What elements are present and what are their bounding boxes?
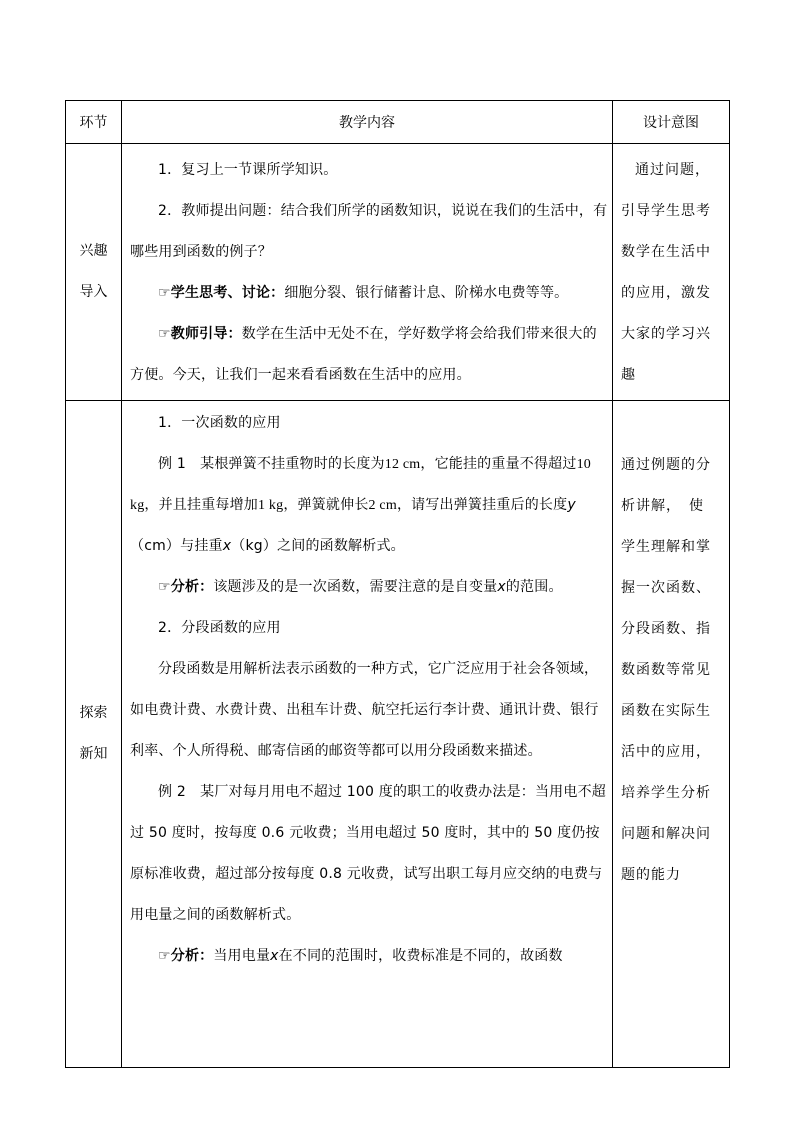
content-paragraph: 2．分段函数的应用 (158, 620, 281, 636)
intent-line: 题的能力 (621, 867, 681, 883)
section-label-line: 兴趣 (79, 243, 108, 259)
content-paragraph (130, 273, 608, 314)
content-text: ，它能挂的重量不得超过 (420, 456, 577, 472)
content-text: （kg）之间的函数解析式。 (231, 538, 405, 554)
intent-line: 通过问题， (635, 162, 710, 178)
section-label-line: 导入 (79, 284, 108, 300)
measure-value: 12 cm (384, 457, 421, 472)
measure-value: 1 kg (258, 498, 284, 513)
intent-line: 大家的学习兴 (621, 326, 711, 342)
table-row (66, 401, 730, 1068)
content-paragraph: 1．一次函数的应用 (158, 415, 281, 431)
discussion-marker: ☞学生思考、讨论： (158, 285, 285, 301)
content-paragraph: 1．复习上一节课所学知识。 (158, 162, 338, 178)
intent-line: 析讲解， 使 (621, 498, 704, 514)
content-text: 数学在生活中无处不在，学好数学将会给我们带来很大的方便。今天，让我们一起来看看函数在生活中的应用。 (130, 326, 597, 383)
intent-line: 问题和解决问 (621, 826, 711, 842)
analysis-marker: ☞分析： (158, 948, 214, 964)
intent-line: 分段函数、指 (621, 621, 711, 637)
section-cell (66, 401, 122, 1068)
intent-line: 趣 (621, 367, 636, 383)
intent-line: 学生理解和掌 (621, 539, 711, 555)
analysis-paragraph (130, 936, 608, 977)
intent-line: 活中的应用， (621, 744, 711, 760)
intent-cell (613, 401, 730, 1068)
content-text: 的范围。 (505, 579, 563, 595)
intent-line: 培养学生分析 (621, 785, 711, 801)
variable-x: x (222, 538, 232, 554)
content-paragraph (130, 314, 608, 396)
intent-line: 握一次函数、 (621, 580, 711, 596)
analysis-marker: ☞分析： (158, 579, 214, 595)
measure-value: 2 cm (368, 498, 397, 513)
content-text: 该题涉及的是一次函数，需要注意的是自变量 (213, 579, 498, 595)
section-label-line: 探索 (79, 705, 108, 721)
content-text: ，请写出弹簧挂重后的长度 (396, 497, 568, 513)
content-text: ，弹簧就伸长 (283, 497, 369, 513)
content-text: ，并且挂重每增加 (144, 497, 259, 513)
content-text: 细胞分裂、银行储蓄计息、阶梯水电费等等。 (284, 285, 569, 301)
content-text: 在不同的范围时，收费标准是不同的，故函数 (278, 948, 563, 964)
lesson-plan-table (65, 100, 730, 1068)
content-paragraph: 2．教师提出问题：结合我们所学的函数知识，说说在我们的生活中，有哪些用到函数的例子？ (130, 203, 608, 260)
variable-x: x (270, 948, 279, 964)
header-stage: 环节 (66, 101, 122, 144)
example-1-paragraph (130, 444, 608, 567)
variable-y: y (567, 497, 576, 513)
content-text: （cm）与挂重 (130, 538, 223, 554)
header-content: 教学内容 (122, 101, 613, 144)
measure-value: 10 kg (130, 457, 591, 513)
table-row (66, 144, 730, 401)
intent-line: 的应用，激发 (621, 285, 711, 301)
section-cell (66, 144, 122, 401)
intent-line: 函数在实际生 (621, 703, 711, 719)
intent-line: 数函数等常见 (621, 662, 711, 678)
variable-x: x (497, 579, 506, 595)
example-2-paragraph: 例 2 某厂对每月用电不超过 100 度的职工的收费办法是：当用电不超过 50 度时，按每度 0.6 元收费；当用电超过 50 度时，其中的 50 度仍按原标准收费，超过部分按每度 0.8 元收费，试写出职工每月应交纳的电费与用电量之间的函数解析式。 (130, 784, 606, 923)
intent-line: 通过例题的分 (621, 457, 711, 473)
content-text: 例 1 某根弹簧不挂重物时的长度为 (158, 456, 385, 472)
content-cell (122, 401, 613, 1068)
intent-cell (613, 144, 730, 401)
section-label-line: 新知 (79, 746, 108, 762)
analysis-paragraph (130, 567, 608, 608)
content-paragraph: 分段函数是用解析法表示函数的一种方式，它广泛应用于社会各领域，如电费计费、水费计费、出租车计费、航空托运行李计费、通讯计费、银行利率、个人所得税、邮寄信函的邮资等都可以用分段函数来描述。 (130, 661, 599, 759)
header-row (66, 101, 730, 144)
content-text: 当用电量 (213, 948, 271, 964)
guidance-marker: ☞教师引导： (158, 326, 242, 342)
intent-line: 数学在生活中 (621, 244, 711, 260)
header-intent: 设计意图 (613, 101, 730, 144)
content-cell (122, 144, 613, 401)
intent-line: 引导学生思考 (621, 203, 711, 219)
